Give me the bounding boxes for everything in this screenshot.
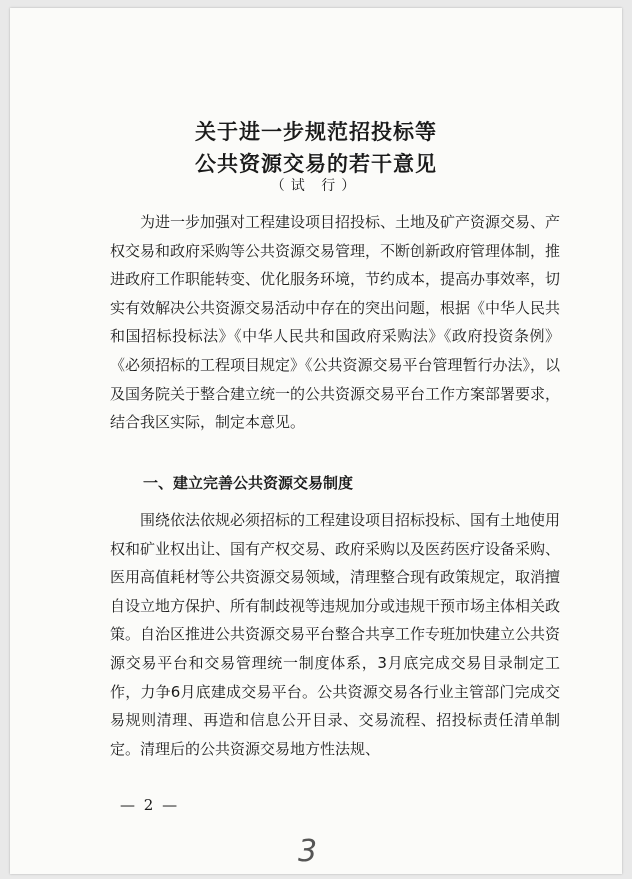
paragraph-intro: 为进一步加强对工程建设项目招投标、土地及矿产资源交易、产权交易和政府采购等公共资源交易管理，不断创新政府管理体制，推进政府工作职能转变、优化服务环境，节约成本，提高办事效率，切实有效解决公共资源交易活动中存在的突出问题，根据《中华人民共和国招标投标法》《中华人民共和国政府采购法》《政府投资条例》《必须招标的工程项目规定》《公共资源交易平台管理暂行办法》，以及国务院关于整合建立统一的公共资源交易平台工作方案部署要求，结合我区实际，制定本意见。 (110, 213, 561, 432)
body-section-intro (110, 208, 560, 437)
document-title-line1: 关于进一步规范招投标等 (195, 119, 437, 144)
document-title-line2: 公共资源交易的若干意见 (195, 151, 437, 176)
handwritten-page-mark: 3 (298, 834, 318, 869)
document-page (10, 8, 622, 874)
section-heading-1: 一、建立完善公共资源交易制度 (143, 474, 354, 492)
page-number: — 2 — (120, 796, 180, 814)
paragraph-section1: 围绕依法依规必须招标的工程建设项目招标投标、国有土地使用权和矿业权出让、国有产权交易、政府采购以及医药医疗设备采购、医用高值耗材等公共资源交易领域，清理整合现有政策规定，取消擅自设立地方保护、所有制歧视等违规加分或违规干预市场主体相关政策。自治区推进公共资源交易平台整合共享工作专班加快建立公共资源交易平台和交易管理统一制度体系，3月底完成交易目录制定工作，力争6月底建成交易平台。公共资源交易各行业主管部门完成交易规则清理、再造和信息公开目录、交易流程、招投标责任清单制定。清理后的公共资源交易地方性法规、 (110, 511, 561, 758)
body-section-1 (110, 506, 560, 763)
document-subtitle: （试 行） (270, 178, 362, 194)
